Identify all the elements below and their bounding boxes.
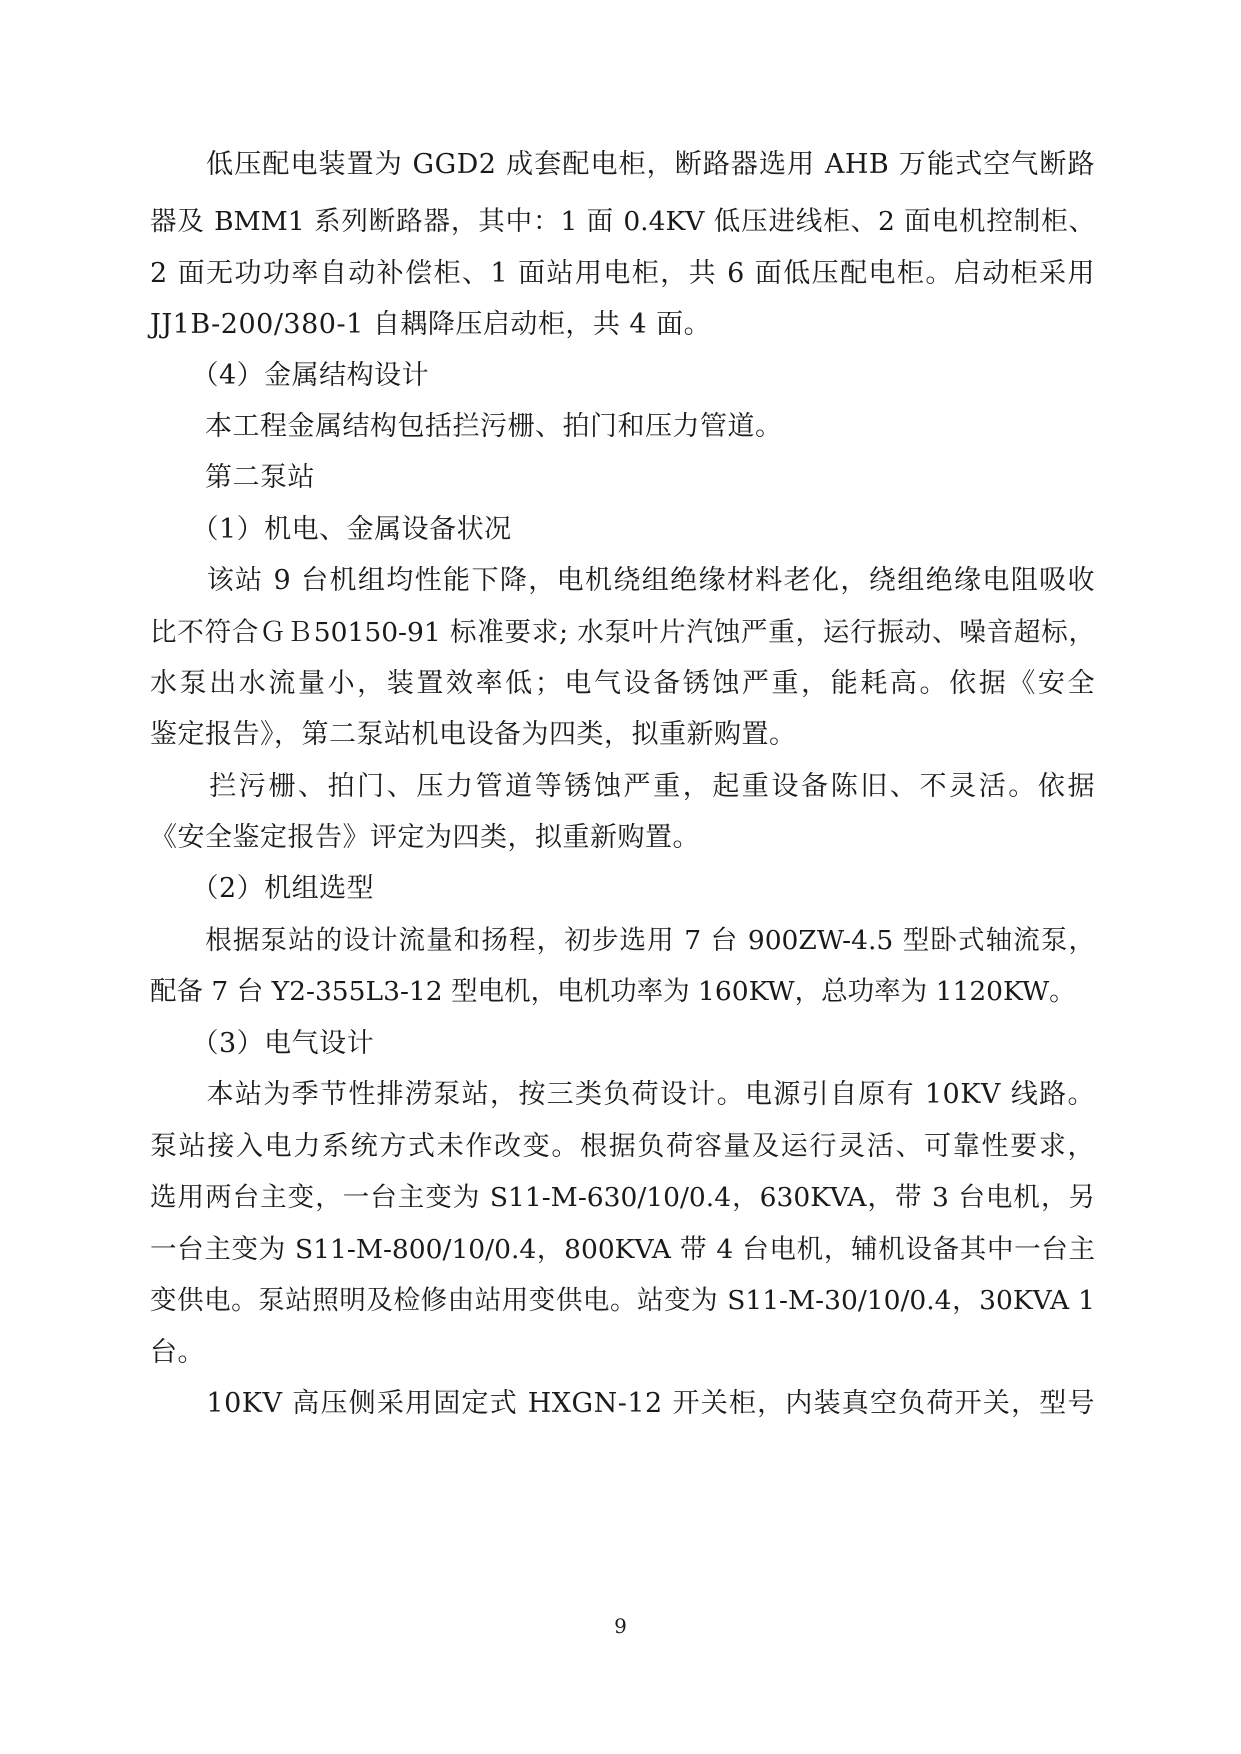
- text-line: 鉴定报告》，第二泵站机电设备为四类，拟重新购置。: [150, 719, 797, 750]
- text-line: 根据泵站的设计流量和扬程，初步选用 7 台 900ZW-4.5 型卧式轴流泵，: [150, 925, 1095, 956]
- page-number: 9: [614, 1614, 627, 1638]
- text-line: 一台主变为 S11-M-800/10/0.4，800KVA 带 4 台电机，辅机设备其中一台主: [150, 1234, 1095, 1265]
- text-line: 比不符合ＧＢ50150-91 标准要求; 水泵叶片汽蚀严重，运行振动、噪音超标，: [150, 617, 1095, 648]
- text-line: 低压配电装置为 GGD2 成套配电柜，断路器选用 AHB 万能式空气断路: [150, 149, 1095, 180]
- text-line: 《安全鉴定报告》评定为四类，拟重新购置。: [150, 822, 700, 853]
- text-line: JJ1B-200/380-1 自耦降压启动柜，共 4 面。: [150, 309, 712, 340]
- section-heading: （1）机电、金属设备状况: [150, 514, 512, 545]
- text-line: 10KV 高压侧采用固定式 HXGN-12 开关柜，内装真空负荷开关，型号: [150, 1388, 1095, 1419]
- text-line: 该站 9 台机组均性能下降，电机绕组绝缘材料老化，绕组绝缘电阻吸收: [150, 565, 1095, 596]
- text-line: 器及 BMM1 系列断路器，其中：1 面 0.4KV 低压进线柜、2 面电机控制柜、: [150, 206, 1095, 237]
- text-line: 选用两台主变，一台主变为 S11-M-630/10/0.4，630KVA，带 3 台电机，另: [150, 1182, 1095, 1213]
- text-line: 本工程金属结构包括拦污栅、拍门和压力管道。: [150, 411, 783, 442]
- text-line: 配备 7 台 Y2-355L3-12 型电机，电机功率为 160KW，总功率为 1120KW。: [150, 976, 1076, 1007]
- text-line: 拦污栅、拍门、压力管道等锈蚀严重，起重设备陈旧、不灵活。依据: [150, 771, 1095, 802]
- text-line: 水泵出水流量小，装置效率低；电气设备锈蚀严重，能耗高。依据《安全: [150, 668, 1095, 699]
- text-line: 台。: [150, 1337, 205, 1368]
- text-line: 变供电。泵站照明及检修由站用变供电。站变为 S11-M-30/10/0.4，30KVA 1: [150, 1285, 1095, 1316]
- section-heading: 第二泵站: [150, 462, 315, 493]
- section-heading: （4）金属结构设计: [150, 360, 430, 391]
- section-heading: （3）电气设计: [150, 1028, 375, 1059]
- text-line: 本站为季节性排涝泵站，按三类负荷设计。电源引自原有 10KV 线路。: [150, 1079, 1095, 1110]
- text-line: 2 面无功功率自动补偿柜、1 面站用电柜，共 6 面低压配电柜。启动柜采用: [150, 258, 1095, 289]
- section-heading: （2）机组选型: [150, 873, 375, 904]
- text-line: 泵站接入电力系统方式未作改变。根据负荷容量及运行灵活、可靠性要求，: [150, 1131, 1095, 1162]
